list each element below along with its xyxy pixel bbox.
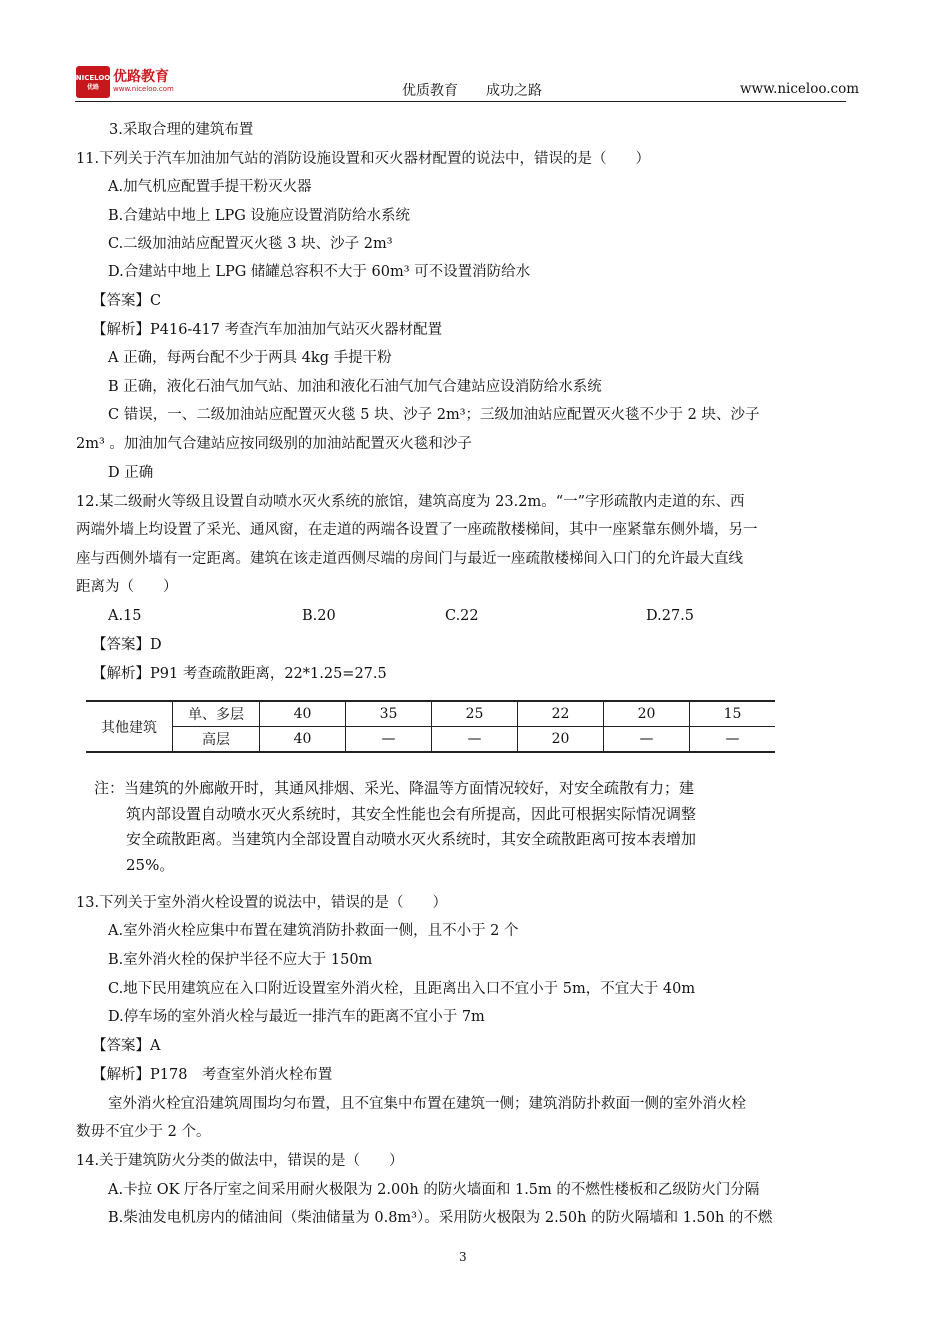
text-line-q13c: C.地下民用建筑应在入口附近设置室外消火栓，且距离出入口不宜小于 5m，不宜大于 40m <box>108 981 696 997</box>
table-row <box>86 701 775 727</box>
table-note-line: 安全疏散距离。当建筑内全部设置自动喷水灭火系统时，其安全疏散距离可按本表增加 <box>126 830 697 848</box>
logo-badge-text: NICELOO <box>75 73 111 82</box>
logo-badge <box>76 66 110 98</box>
table-cell: — <box>604 727 690 753</box>
header-rule <box>75 101 846 102</box>
text-line-q11jx: 【解析】P416-417 考查汽车加油加气站灭火器材配置 <box>92 322 443 338</box>
logo-badge-subtext: 优路 <box>86 83 99 91</box>
text-line-q13ans: 【答案】A <box>92 1038 161 1054</box>
logo-name: 优路教育 <box>113 69 169 85</box>
text-line-q11e3b: 2m³ 。加油加气合建站应按同级别的加油站配置灭火毯和沙子 <box>76 436 472 452</box>
text-line-l1: 3.采取合理的建筑布置 <box>109 122 254 138</box>
text-line-q12a: 12.某二级耐火等级且设置自动喷水灭火系统的旅馆，建筑高度为 23.2m。“一”字形疏散内走道的东、西 <box>76 494 745 510</box>
table-cell: — <box>346 727 432 753</box>
header-url[interactable]: www.niceloo.com <box>740 81 860 97</box>
text-line-q11a: A.加气机应配置手提干粉灭火器 <box>108 179 312 195</box>
logo-url: www.niceloo.com <box>113 85 174 93</box>
text-line-q14b: B.柴油发电机房内的储油间（柴油储量为 0.8m³）。采用防火极限为 2.50h 的防火隔墙和 1.50h 的不燃 <box>108 1210 773 1226</box>
text-line-q11: 11.下列关于汽车加油加气站的消防设施设置和灭火器材配置的说法中，错误的是（ ） <box>76 151 651 167</box>
text-line-q11b: B.合建站中地上 LPG 设施应设置消防给水系统 <box>108 208 410 224</box>
text-line-q13e1: 室外消火栓宜沿建筑周围均匀布置，且不宜集中布置在建筑一侧；建筑消防扑救面一侧的室外消火栓 <box>108 1096 746 1112</box>
table-note-line: 筑内部设置自动喷水灭火系统时，其安全性能也会有所提高，因此可根据实际情况调整 <box>126 805 697 823</box>
text-line-q13d: D.停车场的室外消火栓与最近一排汽车的距离不宜小于 7m <box>108 1009 485 1025</box>
text-line-q12c: 座与西侧外墙有一定距离。建筑在该走道西侧尽端的房间门与最近一座疏散楼梯间入口门的允许最大直线 <box>76 551 743 567</box>
text-line-q13b: B.室外消火栓的保护半径不应大于 150m <box>108 952 373 968</box>
text-line-q11e4: D 正确 <box>108 465 154 481</box>
table-cell: 22 <box>518 701 604 727</box>
text-line-q13a: A.室外消火栓应集中布置在建筑消防扑救面一侧，且不小于 2 个 <box>108 923 519 939</box>
table-note-line: 注：当建筑的外廊敞开时，其通风排烟、采光、降温等方面情况较好，对安全疏散有力；建 <box>94 779 695 797</box>
table-cell: 40 <box>260 727 346 753</box>
header-slogan: 优质教育 成功之路 <box>402 83 542 99</box>
text-line-q11e3: C 错误，一、二级加油站应配置灭火毯 5 块、沙子 2m³；三级加油站应配置灭火毯不少于 2 块、沙子 <box>108 407 760 423</box>
table-cell: 15 <box>690 701 776 727</box>
q12-option-a: A.15 <box>108 608 142 624</box>
text-line-q12d: 距离为（ ） <box>76 579 178 595</box>
q12-option-c: C.22 <box>445 608 479 624</box>
text-line-q11e2: B 正确，液化石油气加气站、加油和液化石油气加气合建站应设消防给水系统 <box>108 379 602 395</box>
logo <box>76 66 196 100</box>
q12-option-d: D.27.5 <box>646 608 695 624</box>
text-line-q12ans: 【答案】D <box>92 637 162 653</box>
table-cell: 20 <box>518 727 604 753</box>
table-row-header: 其他建筑 <box>86 701 173 752</box>
text-line-q13e2: 数毋不宜少于 2 个。 <box>76 1124 211 1140</box>
text-line-q11e1: A 正确，每两台配不少于两具 4kg 手提干粉 <box>108 350 392 366</box>
text-line-q14a: A.卡拉 OK 厅各厅室之间采用耐火极限为 2.00h 的防火墙面和 1.5m 的不燃性楼板和乙级防火门分隔 <box>108 1182 760 1198</box>
table-cell: 20 <box>604 701 690 727</box>
table-cell: — <box>690 727 776 753</box>
table-cell: 单、多层 <box>173 701 260 727</box>
text-line-q11c: C.二级加油站应配置灭火毯 3 块、沙子 2m³ <box>108 236 393 252</box>
table-cell: 高层 <box>173 727 260 753</box>
text-line-q12b: 两端外墙上均设置了采光、通风窗，在走道的两端各设置了一座疏散楼梯间，其中一座紧靠东侧外墙，另一 <box>76 522 758 538</box>
table-row <box>86 727 775 753</box>
page-number: 3 <box>459 1250 467 1264</box>
text-line-q14: 14.关于建筑防火分类的做法中，错误的是（ ） <box>76 1153 404 1169</box>
text-line-q12jx: 【解析】P91 考查疏散距离，22*1.25=27.5 <box>92 666 387 682</box>
table-cell: 25 <box>432 701 518 727</box>
text-line-q13: 13.下列关于室外消火栓设置的说法中，错误的是（ ） <box>76 895 448 911</box>
q12-option-b: B.20 <box>302 608 336 624</box>
text-line-q13jx: 【解析】P178 考查室外消火栓布置 <box>92 1067 333 1083</box>
text-line-q11d: D.合建站中地上 LPG 储罐总容积不大于 60m³ 可不设置消防给水 <box>108 264 531 280</box>
table-cell: — <box>432 727 518 753</box>
table-note-line: 25%。 <box>126 856 175 874</box>
evacuation-distance-table <box>86 700 775 753</box>
text-line-q11ans: 【答案】C <box>92 293 162 309</box>
table-cell: 40 <box>260 701 346 727</box>
table-cell: 35 <box>346 701 432 727</box>
